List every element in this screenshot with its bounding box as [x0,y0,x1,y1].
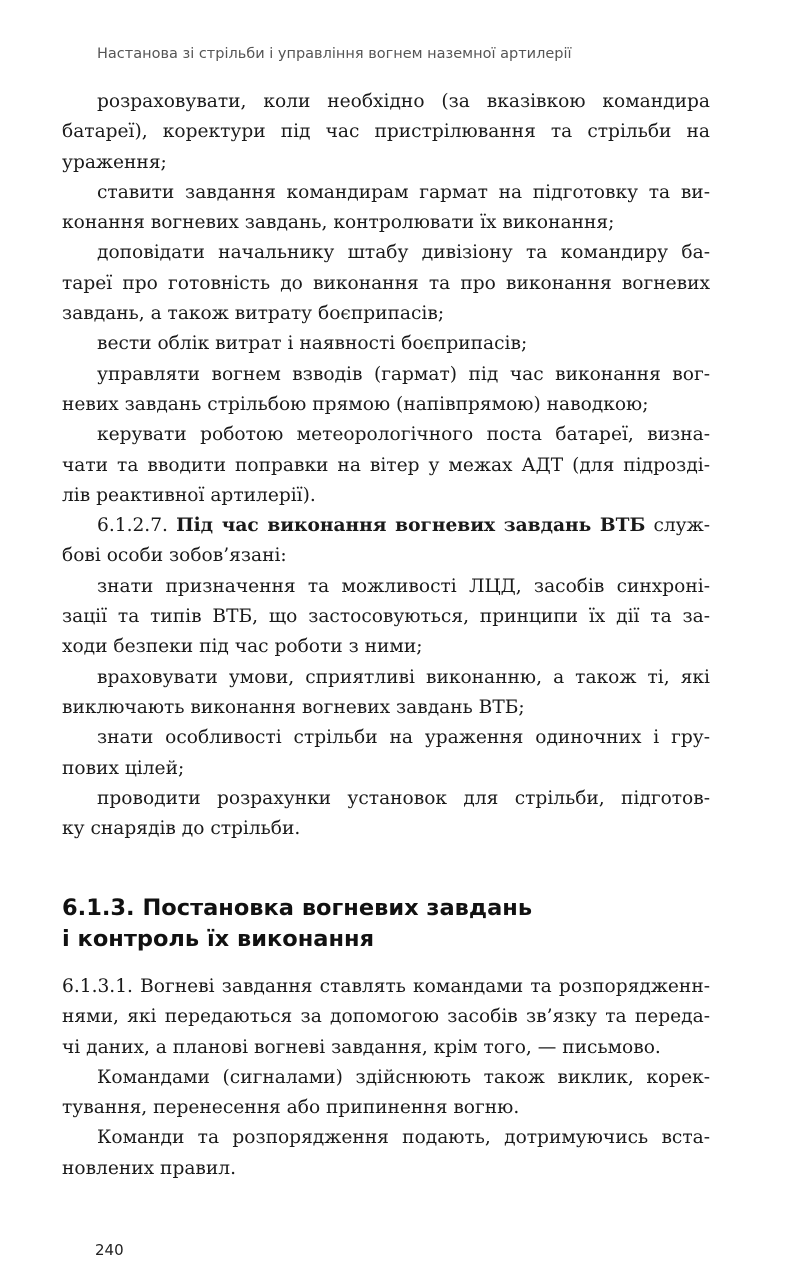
paragraph [62,784,710,845]
text-line: Командами (сигналами) здійснюють також виклик, корек- [97,1066,710,1088]
paragraph [62,723,710,784]
paragraph [62,972,710,1063]
text-line: чі даних, а планові вогневі завдання, крім того, — письмово. [62,1036,661,1058]
paragraph [62,511,710,572]
text-line: ходи безпеки під час роботи з ними; [62,636,423,658]
text-line: управляти вогнем взводів (гармат) під час виконання вог- [97,363,710,385]
text-run: служ- [653,515,710,537]
text-line: нями, які передаються за допомогою засобів зв’язку та переда- [62,1006,710,1028]
running-header: Настанова зі стрільби і управління вогнем наземної артилерії [97,46,572,62]
paragraph [62,178,710,239]
bold-phrase: Під час виконання вогневих завдань ВТБ [176,515,646,537]
paragraph [62,1123,710,1184]
text-line: зації та типів ВТБ, що застосовуються, принципи їх дії та за- [62,606,710,628]
text-line: проводити розрахунки установок для стрільби, підготов- [97,787,710,809]
page-number: 240 [95,1241,124,1259]
text-line: ставити завдання командирам гармат на підготовку та ви- [97,181,710,203]
text-line: доповідати начальнику штабу дивізіону та командиру ба- [97,242,710,264]
text-line: конання вогневих завдань, контролювати їх виконання; [62,212,615,234]
text-line: враховувати умови, сприятливі виконанню, а також ті, які [97,666,710,688]
text-line: ку снарядів до стрільби. [62,818,301,840]
clause-number: 6.1.2.7. [97,515,168,537]
text-line: керувати роботою метеорологічного поста батареї, визна- [97,424,710,446]
text-line: батареї), коректури під час пристрілювання та стрільби на [62,121,710,143]
section-heading-line: 6.1.3. Постановка вогневих завдань [62,895,533,921]
text-line: чати та вводити поправки на вітер у межах АДТ (для підрозді- [62,454,710,476]
paragraph [62,420,710,511]
text-line: невих завдань стрільбою прямою (напівпрямою) наводкою; [62,393,649,415]
text-line: Команди та розпорядження подають, дотримуючись вста- [97,1127,710,1149]
text-line [62,511,710,541]
paragraph [62,87,710,178]
text-line: новлених правил. [62,1157,237,1179]
paragraph [62,1063,710,1124]
text-line: вести облік витрат і наявності боєприпасів; [97,333,528,355]
section-heading-line: і контроль їх виконання [62,926,375,952]
paragraph [62,663,710,724]
text-line: тареї про готовність до виконання та про виконання вогневих [62,272,710,294]
paragraph [62,360,710,421]
section-heading [62,893,722,955]
text-line: знати особливості стрільби на ураження одиночних і гру- [97,727,710,749]
section-body-text-block [62,972,710,1184]
text-line: знати призначення та можливості ЛЦД, засобів синхроні- [97,575,710,597]
text-line: завдань, а також витрату боєприпасів; [62,303,445,325]
text-line: розраховувати, коли необхідно (за вказівкою командира [97,91,710,112]
text-line: ураження; [62,151,167,173]
text-line: лів реактивної артилерії). [62,484,316,506]
paragraph [62,238,710,329]
text-line: бові особи зобов’язані: [62,545,287,567]
text-line: 6.1.3.1. Вогневі завдання ставлять командами та розпорядженн- [62,976,710,997]
body-text-block [62,87,710,844]
paragraph [62,572,710,663]
text-line: тування, перенесення або припинення вогню. [62,1097,520,1119]
text-line: пових цілей; [62,757,185,779]
paragraph [62,329,710,359]
text-line: виключають виконання вогневих завдань ВТБ; [62,696,525,718]
